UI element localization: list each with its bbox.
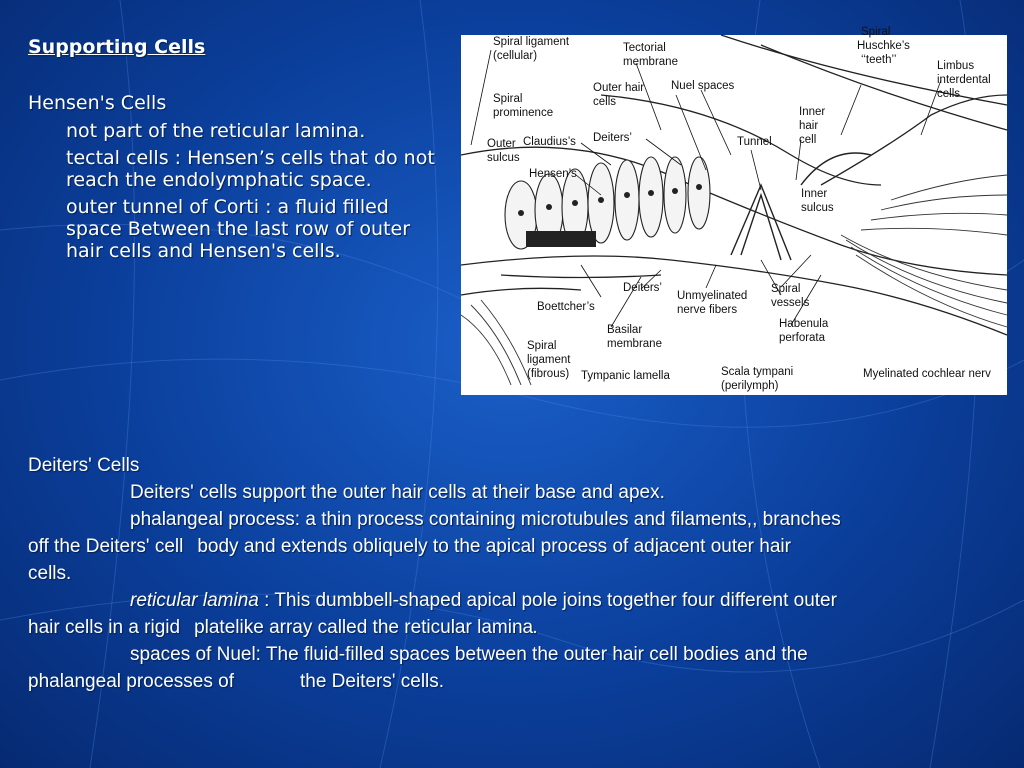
label-spiral-vessels: Spiral (771, 283, 801, 295)
label-unmyelinated: Unmyelinated (677, 290, 748, 302)
label-spiral-vessels-2: vessels (771, 297, 810, 309)
label-outer-sulcus-2: sulcus (487, 152, 520, 164)
label-spiral-prominence-2: prominence (493, 107, 554, 119)
label-huschke-2: Huschke’s (857, 40, 910, 52)
label-tunnel: Tunnel (737, 136, 772, 148)
label-huschke: Spiral (861, 26, 891, 38)
label-spiral-ligament-fibrous-2: ligament (527, 354, 571, 366)
label-outer-sulcus: Outer (487, 138, 516, 150)
label-nuel-spaces: Nuel spaces (671, 80, 735, 92)
label-limbus: Limbus (937, 60, 975, 72)
label-scala-tympani: Scala tympani (721, 366, 794, 378)
label-spiral-ligament-cellular: Spiral ligament (493, 36, 570, 48)
deiters-paragraph-nuel (28, 641, 998, 695)
label-inner-sulcus-2: sulcus (801, 202, 834, 214)
label-hensens: Hensen’s (529, 168, 577, 180)
label-scala-tympani-2: (perilymph) (721, 380, 779, 392)
deiters-text: the Deiters' cells. (299, 671, 445, 692)
label-limbus-2: interdental (937, 74, 991, 86)
slide-title: Supporting Cells (28, 36, 206, 58)
deiters-text: spaces of Nuel: The fluid-filled spaces between the outer hair cell bodies and the (130, 644, 808, 665)
label-spiral-ligament-cellular-2: (cellular) (493, 50, 538, 62)
deiters-paragraph-reticular (28, 587, 998, 641)
deiters-text: cells. (28, 563, 72, 584)
label-inner-sulcus: Inner (801, 188, 828, 200)
label-outer-hair-cells: Outer hair (593, 82, 645, 94)
hensen-heading: Hensen's Cells (28, 92, 167, 114)
hensen-point: outer tunnel of Corti : a fluid filled space Between the last row of outer hair cells and Hensen's cells. (66, 196, 411, 262)
hensen-point: tectal cells : Hensen’s cells that do not reach the endolymphatic space. (66, 147, 435, 191)
label-huschke-3: ‘‘teeth’’ (861, 54, 897, 66)
organ-of-corti-diagram (461, 26, 1007, 395)
deiters-text: body and extends obliquely to the apical process of adjacent outer hair (197, 536, 791, 557)
label-limbus-3: cells (937, 88, 961, 100)
label-spiral-prominence: Spiral (493, 93, 523, 105)
deiters-text: . (533, 617, 539, 638)
label-unmyelinated-2: nerve fibers (677, 304, 738, 316)
deiters-heading: Deiters' Cells (28, 455, 140, 476)
label-basilar: Basilar (607, 324, 643, 336)
deiters-text: hair cells in a rigid (28, 617, 181, 638)
label-outer-hair-cells-2: cells (593, 96, 617, 108)
label-inner-hair-cell-3: cell (799, 134, 817, 146)
deiters-text: phalangeal processes of (28, 671, 234, 692)
diagram-drawing (461, 26, 1007, 395)
label-spiral-ligament-fibrous-3: (fibrous) (527, 368, 570, 380)
label-tectorial-2: membrane (623, 56, 678, 68)
label-deiters-top: Deiters’ (593, 132, 632, 144)
reticular-lamina-term: reticular lamina (130, 590, 259, 611)
deiters-text: Deiters' cells support the outer hair cells at their base and apex. (130, 482, 665, 503)
label-spiral-ligament-fibrous: Spiral (527, 340, 557, 352)
deiters-section (28, 452, 998, 695)
label-habenula: Habenula (779, 318, 829, 330)
label-deiters-bottom: Deiters’ (623, 282, 662, 294)
hensen-section (28, 92, 448, 267)
label-claudius: Claudius’s (523, 136, 576, 148)
label-myelinated-nerve: Myelinated cochlear nerv (863, 368, 991, 380)
label-tympanic-lamella: Tympanic lamella (581, 370, 670, 382)
label-boettcher: Boettcher’s (537, 301, 595, 313)
hensen-point: not part of the reticular lamina. (66, 120, 366, 142)
deiters-text: phalangeal process: a thin process containing microtubules and filaments,, branches (130, 509, 841, 530)
deiters-text: : This dumbbell-shaped apical pole joins together four different outer (258, 590, 837, 611)
label-inner-hair-cell-2: hair (799, 120, 819, 132)
deiters-paragraph-phalangeal (28, 506, 998, 587)
label-inner-hair-cell: Inner (799, 106, 826, 118)
label-habenula-2: perforata (779, 332, 826, 344)
label-tectorial: Tectorial (623, 42, 666, 54)
deiters-paragraph-support (28, 479, 998, 506)
label-basilar-2: membrane (607, 338, 662, 350)
deiters-text: off the Deiters' cell (28, 536, 184, 557)
deiters-text: platelike array called the reticular lamina (194, 617, 534, 638)
